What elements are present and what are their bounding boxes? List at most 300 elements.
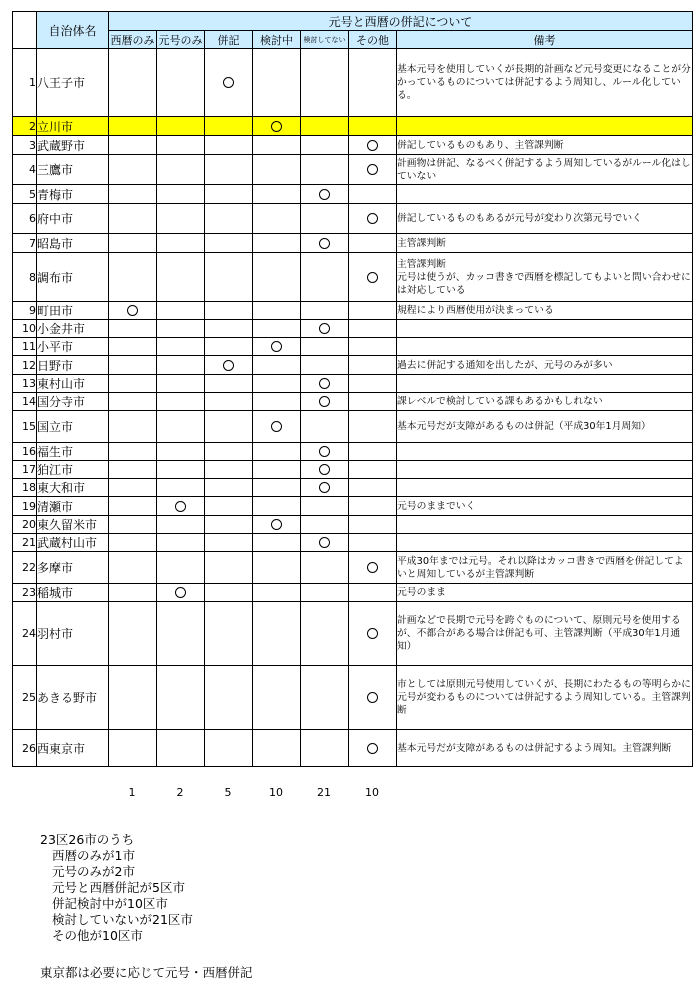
mark-cell: [205, 602, 253, 666]
remarks-cell: 過去に併記する通知を出したが、元号のみが多い: [397, 356, 693, 375]
mark-cell: [109, 666, 157, 730]
mark-cell: [157, 666, 205, 730]
mark-cell: [253, 185, 301, 204]
mark-cell: [349, 552, 397, 584]
mark-cell: [157, 136, 205, 155]
mark-cell: [301, 602, 349, 666]
mark-cell: [109, 117, 157, 136]
mark-cell: [157, 356, 205, 375]
table-row: [13, 49, 693, 117]
remarks-cell: [397, 320, 693, 338]
mark-cell: [349, 320, 397, 338]
table-row: [13, 411, 693, 443]
remarks-cell: 基本元号を使用していくが長期的計画など元号変更になることが分かっているものについては併記するよう周知し、ルール化している。: [397, 49, 693, 117]
summary-item: その他が10区市: [52, 928, 143, 943]
mark-cell: [349, 443, 397, 461]
mark-cell: [109, 320, 157, 338]
row-number: 4: [13, 155, 37, 185]
mark-cell: [205, 461, 253, 479]
mark-cell: [301, 204, 349, 234]
remarks-cell: 計画などで長期で元号を跨ぐものについて、原則元号を使用するが、不都合がある場合は併記も可、主管課判断（平成30年1月通知）: [397, 602, 693, 666]
municipality-name: 東大和市: [37, 479, 109, 497]
mark-cell: [301, 461, 349, 479]
mark-cell: [253, 461, 301, 479]
mark-cell: [253, 479, 301, 497]
remarks-cell: 規程により西暦使用が決まっている: [397, 302, 693, 320]
remarks-cell: 併記しているものもあるが元号が変わり次第元号でいく: [397, 204, 693, 234]
remarks-cell: [397, 516, 693, 534]
row-number: 8: [13, 253, 37, 302]
remarks-cell: [397, 375, 693, 393]
mark-cell: [253, 516, 301, 534]
header-col-considering: 検討中: [253, 31, 301, 49]
mark-cell: [253, 356, 301, 375]
row-number: 15: [13, 411, 37, 443]
mark-cell: [301, 117, 349, 136]
row-number: 10: [13, 320, 37, 338]
municipality-name: 昭島市: [37, 234, 109, 253]
mark-cell: [109, 552, 157, 584]
table-row: [13, 253, 693, 302]
mark-cell: [301, 479, 349, 497]
mark-cell: [109, 602, 157, 666]
circle-mark-icon: [319, 446, 330, 457]
survey-table: [12, 11, 693, 767]
circle-mark-icon: [319, 537, 330, 548]
remarks-cell: 課レベルで検討している課もあるかもしれない: [397, 393, 693, 411]
row-number: 23: [13, 584, 37, 602]
mark-cell: [349, 302, 397, 320]
mark-cell: [301, 136, 349, 155]
table-row: [13, 302, 693, 320]
municipality-name: 青梅市: [37, 185, 109, 204]
total-other: 10: [365, 785, 379, 799]
mark-cell: [157, 117, 205, 136]
mark-cell: [157, 461, 205, 479]
mark-cell: [301, 185, 349, 204]
row-number: 3: [13, 136, 37, 155]
mark-cell: [253, 320, 301, 338]
mark-cell: [301, 302, 349, 320]
table-row: [13, 356, 693, 375]
summary-item: 元号と西暦併記が5区市: [52, 880, 185, 895]
remarks-cell: 平成30年までは元号。それ以降はカッコ書きで西暦を併記してよいと周知しているが主管課判断: [397, 552, 693, 584]
circle-mark-icon: [319, 378, 330, 389]
row-number: 20: [13, 516, 37, 534]
mark-cell: [349, 204, 397, 234]
remarks-cell: 主管課判断 元号は使うが、カッコ書きで西暦を標記してもよいと問い合わせには対応している: [397, 253, 693, 302]
mark-cell: [157, 338, 205, 356]
mark-cell: [205, 666, 253, 730]
mark-cell: [205, 302, 253, 320]
mark-cell: [349, 49, 397, 117]
row-number: 18: [13, 479, 37, 497]
table-row: [13, 497, 693, 516]
remarks-cell: 元号のまま: [397, 584, 693, 602]
row-number: 9: [13, 302, 37, 320]
municipality-name: あきる野市: [37, 666, 109, 730]
mark-cell: [205, 375, 253, 393]
mark-cell: [109, 234, 157, 253]
row-number: 26: [13, 730, 37, 767]
municipality-name: 東久留米市: [37, 516, 109, 534]
mark-cell: [349, 666, 397, 730]
table-row: [13, 534, 693, 552]
mark-cell: [301, 253, 349, 302]
remarks-cell: [397, 443, 693, 461]
mark-cell: [349, 516, 397, 534]
mark-cell: [205, 320, 253, 338]
mark-cell: [349, 479, 397, 497]
table-row: [13, 479, 693, 497]
mark-cell: [205, 552, 253, 584]
mark-cell: [205, 516, 253, 534]
mark-cell: [301, 320, 349, 338]
header-col-remarks: 備考: [397, 31, 693, 49]
mark-cell: [109, 204, 157, 234]
municipality-name: 町田市: [37, 302, 109, 320]
mark-cell: [109, 479, 157, 497]
mark-cell: [301, 516, 349, 534]
mark-cell: [157, 253, 205, 302]
mark-cell: [157, 302, 205, 320]
row-number: 19: [13, 497, 37, 516]
mark-cell: [157, 393, 205, 411]
mark-cell: [301, 534, 349, 552]
municipality-name: 武蔵野市: [37, 136, 109, 155]
mark-cell: [205, 479, 253, 497]
mark-cell: [157, 602, 205, 666]
summary-item: 元号のみが2市: [52, 864, 135, 879]
mark-cell: [157, 320, 205, 338]
remarks-cell: 計画物は併記、なるべく併記するよう周知しているがルール化はしていない: [397, 155, 693, 185]
mark-cell: [301, 338, 349, 356]
mark-cell: [109, 136, 157, 155]
mark-cell: [349, 185, 397, 204]
remarks-cell: [397, 479, 693, 497]
row-number: 7: [13, 234, 37, 253]
municipality-name: 武蔵村山市: [37, 534, 109, 552]
mark-cell: [253, 117, 301, 136]
municipality-name: 日野市: [37, 356, 109, 375]
municipality-name: 国立市: [37, 411, 109, 443]
mark-cell: [253, 497, 301, 516]
mark-cell: [205, 534, 253, 552]
summary-item: 西暦のみが1市: [52, 848, 135, 863]
mark-cell: [205, 730, 253, 767]
row-number: 6: [13, 204, 37, 234]
municipality-name: 羽村市: [37, 602, 109, 666]
municipality-name: 調布市: [37, 253, 109, 302]
table-row: [13, 666, 693, 730]
circle-mark-icon: [367, 272, 378, 283]
circle-mark-icon: [319, 323, 330, 334]
circle-mark-icon: [367, 164, 378, 175]
mark-cell: [301, 375, 349, 393]
table-row: [13, 602, 693, 666]
mark-cell: [253, 666, 301, 730]
mark-cell: [253, 155, 301, 185]
header-col-not-considered: 検討してない: [301, 31, 349, 49]
mark-cell: [205, 253, 253, 302]
mark-cell: [109, 185, 157, 204]
mark-cell: [109, 730, 157, 767]
circle-mark-icon: [223, 77, 234, 88]
circle-mark-icon: [271, 341, 282, 352]
remarks-cell: 主管課判断: [397, 234, 693, 253]
table-row: [13, 584, 693, 602]
header-municipality: 自治体名: [37, 12, 109, 49]
mark-cell: [301, 356, 349, 375]
total-both: 5: [224, 785, 232, 799]
total-considering: 10: [269, 785, 283, 799]
mark-cell: [301, 584, 349, 602]
mark-cell: [109, 49, 157, 117]
header-col-both: 併記: [205, 31, 253, 49]
mark-cell: [205, 393, 253, 411]
mark-cell: [205, 443, 253, 461]
mark-cell: [109, 534, 157, 552]
mark-cell: [205, 338, 253, 356]
mark-cell: [301, 552, 349, 584]
mark-cell: [253, 534, 301, 552]
mark-cell: [109, 155, 157, 185]
table-row: [13, 185, 693, 204]
header-col-era-only: 元号のみ: [157, 31, 205, 49]
table-row: [13, 155, 693, 185]
mark-cell: [253, 552, 301, 584]
mark-cell: [109, 253, 157, 302]
circle-mark-icon: [367, 562, 378, 573]
circle-mark-icon: [127, 305, 138, 316]
municipality-name: 東村山市: [37, 375, 109, 393]
total-western-only: 1: [128, 785, 136, 799]
circle-mark-icon: [367, 628, 378, 639]
circle-mark-icon: [367, 692, 378, 703]
mark-cell: [253, 443, 301, 461]
table-row: [13, 552, 693, 584]
mark-cell: [349, 411, 397, 443]
municipality-name: 立川市: [37, 117, 109, 136]
mark-cell: [109, 338, 157, 356]
circle-mark-icon: [175, 587, 186, 598]
mark-cell: [349, 253, 397, 302]
summary-item: 検討していないが21区市: [52, 912, 193, 927]
circle-mark-icon: [223, 360, 234, 371]
row-number: 16: [13, 443, 37, 461]
summary-block: [40, 832, 193, 944]
mark-cell: [253, 234, 301, 253]
totals-row: [12, 785, 693, 799]
mark-cell: [157, 497, 205, 516]
circle-mark-icon: [271, 519, 282, 530]
table-row: [13, 443, 693, 461]
table-row: [13, 461, 693, 479]
municipality-name: 西東京市: [37, 730, 109, 767]
header-col-western-only: 西暦のみ: [109, 31, 157, 49]
mark-cell: [157, 49, 205, 117]
mark-cell: [109, 411, 157, 443]
row-number: 12: [13, 356, 37, 375]
mark-cell: [253, 411, 301, 443]
remarks-cell: 併記しているものもあり、主管課判断: [397, 136, 693, 155]
circle-mark-icon: [271, 121, 282, 132]
mark-cell: [301, 666, 349, 730]
mark-cell: [109, 516, 157, 534]
table-row: [13, 338, 693, 356]
mark-cell: [109, 393, 157, 411]
mark-cell: [157, 375, 205, 393]
mark-cell: [301, 49, 349, 117]
mark-cell: [157, 479, 205, 497]
table-row: [13, 516, 693, 534]
table-row: [13, 117, 693, 136]
municipality-name: 多摩市: [37, 552, 109, 584]
footer-note: 東京都は必要に応じて元号・西暦併記: [40, 965, 253, 980]
total-era-only: 2: [176, 785, 184, 799]
remarks-cell: 市としては原則元号使用していくが、長期にわたるもの等明らかに元号が変わるものについては併記するよう周知している。主管課判断: [397, 666, 693, 730]
municipality-name: 小金井市: [37, 320, 109, 338]
mark-cell: [157, 552, 205, 584]
remarks-cell: [397, 185, 693, 204]
mark-cell: [253, 584, 301, 602]
row-number: 2: [13, 117, 37, 136]
row-number: 17: [13, 461, 37, 479]
mark-cell: [301, 730, 349, 767]
mark-cell: [349, 497, 397, 516]
municipality-name: 三鷹市: [37, 155, 109, 185]
circle-mark-icon: [319, 464, 330, 475]
mark-cell: [109, 497, 157, 516]
mark-cell: [109, 356, 157, 375]
table-row: [13, 393, 693, 411]
mark-cell: [157, 534, 205, 552]
mark-cell: [301, 497, 349, 516]
header-col-other: その他: [349, 31, 397, 49]
summary-lead: 23区26市のうち: [40, 832, 135, 847]
mark-cell: [205, 136, 253, 155]
municipality-name: 小平市: [37, 338, 109, 356]
mark-cell: [253, 204, 301, 234]
mark-cell: [253, 393, 301, 411]
mark-cell: [349, 117, 397, 136]
total-not-considered: 21: [317, 785, 331, 799]
remarks-cell: [397, 461, 693, 479]
row-number: 14: [13, 393, 37, 411]
mark-cell: [253, 375, 301, 393]
municipality-name: 府中市: [37, 204, 109, 234]
mark-cell: [205, 356, 253, 375]
mark-cell: [157, 411, 205, 443]
row-number: 22: [13, 552, 37, 584]
table-row: [13, 204, 693, 234]
mark-cell: [349, 338, 397, 356]
circle-mark-icon: [367, 140, 378, 151]
mark-cell: [205, 584, 253, 602]
mark-cell: [349, 602, 397, 666]
mark-cell: [301, 234, 349, 253]
remarks-cell: [397, 338, 693, 356]
municipality-name: 清瀬市: [37, 497, 109, 516]
circle-mark-icon: [319, 189, 330, 200]
mark-cell: [157, 155, 205, 185]
remarks-cell: [397, 117, 693, 136]
table-row: [13, 234, 693, 253]
mark-cell: [301, 393, 349, 411]
mark-cell: [157, 516, 205, 534]
mark-cell: [157, 185, 205, 204]
mark-cell: [253, 730, 301, 767]
mark-cell: [349, 136, 397, 155]
circle-mark-icon: [319, 238, 330, 249]
mark-cell: [349, 155, 397, 185]
mark-cell: [109, 461, 157, 479]
table-row: [13, 730, 693, 767]
circle-mark-icon: [319, 396, 330, 407]
circle-mark-icon: [319, 482, 330, 493]
municipality-name: 稲城市: [37, 584, 109, 602]
mark-cell: [253, 302, 301, 320]
mark-cell: [349, 730, 397, 767]
mark-cell: [157, 584, 205, 602]
header-number-blank: [13, 12, 37, 49]
row-number: 21: [13, 534, 37, 552]
municipality-name: 国分寺市: [37, 393, 109, 411]
mark-cell: [349, 534, 397, 552]
municipality-name: 狛江市: [37, 461, 109, 479]
mark-cell: [349, 461, 397, 479]
row-number: 11: [13, 338, 37, 356]
mark-cell: [349, 584, 397, 602]
remarks-cell: [397, 534, 693, 552]
mark-cell: [349, 234, 397, 253]
mark-cell: [109, 584, 157, 602]
municipality-name: 八王子市: [37, 49, 109, 117]
table-row: [13, 320, 693, 338]
mark-cell: [205, 155, 253, 185]
mark-cell: [301, 411, 349, 443]
mark-cell: [157, 443, 205, 461]
mark-cell: [205, 234, 253, 253]
row-number: 13: [13, 375, 37, 393]
mark-cell: [157, 204, 205, 234]
mark-cell: [253, 338, 301, 356]
mark-cell: [205, 497, 253, 516]
mark-cell: [253, 253, 301, 302]
remarks-cell: 元号のままでいく: [397, 497, 693, 516]
summary-item: 併記検討中が10区市: [52, 896, 168, 911]
table-row: [13, 375, 693, 393]
table-row: [13, 136, 693, 155]
mark-cell: [253, 136, 301, 155]
mark-cell: [253, 602, 301, 666]
circle-mark-icon: [271, 421, 282, 432]
circle-mark-icon: [367, 743, 378, 754]
mark-cell: [301, 155, 349, 185]
mark-cell: [205, 185, 253, 204]
mark-cell: [205, 49, 253, 117]
remarks-cell: 基本元号だが支障があるものは併記するよう周知。主管課判断: [397, 730, 693, 767]
mark-cell: [349, 375, 397, 393]
mark-cell: [109, 443, 157, 461]
circle-mark-icon: [175, 501, 186, 512]
mark-cell: [301, 443, 349, 461]
municipality-name: 福生市: [37, 443, 109, 461]
mark-cell: [205, 117, 253, 136]
mark-cell: [109, 375, 157, 393]
mark-cell: [205, 204, 253, 234]
mark-cell: [349, 393, 397, 411]
